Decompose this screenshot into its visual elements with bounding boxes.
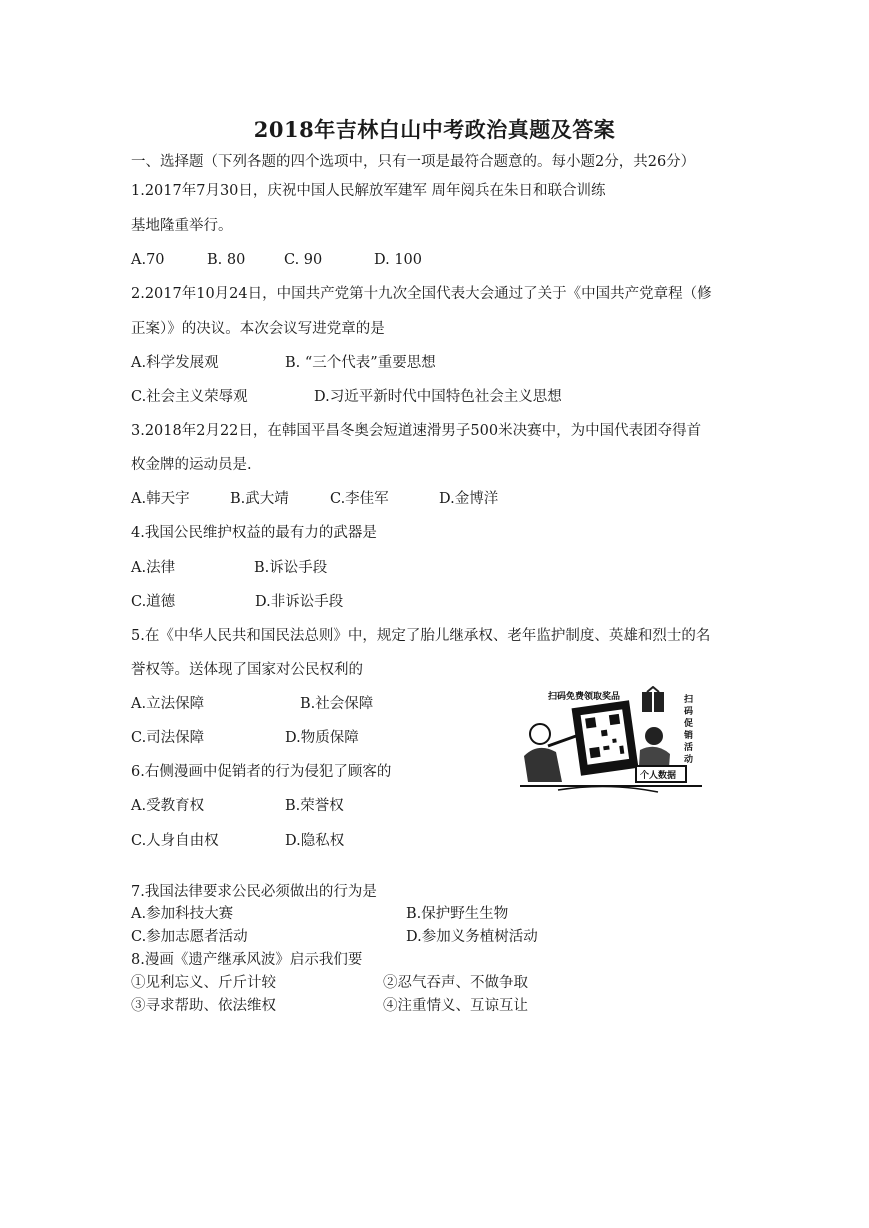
question-5-option-b: B.社会保障	[300, 696, 374, 712]
question-2-stem: 2.2017年10月24日，中国共产党第十九次全国代表大会通过了关于《中国共产党章程（修	[131, 286, 712, 302]
question-1-option-d: D. 100	[374, 252, 423, 268]
question-1-stem: 1.2017年7月30日，庆祝中国人民解放军建军 周年阅兵在朱日和联合训练	[131, 183, 606, 199]
question-4-stem: 4.我国公民维护权益的最有力的武器是	[131, 525, 377, 541]
question-5-stem: 5.在《中华人民共和国民法总则》中，规定了胎儿继承权、老年监护制度、英雄和烈士的名	[131, 628, 711, 644]
question-7-option-c: C.参加志愿者活动	[131, 929, 248, 945]
question-2-option-a: A.科学发展观	[131, 355, 219, 371]
question-4-option-b: B.诉讼手段	[254, 560, 328, 576]
question-1-option-a: A.70	[131, 252, 165, 268]
question-7-option-a: A.参加科技大赛	[131, 906, 234, 922]
question-2-stem-cont: 正案）》的决议。本次会议写进党章的是	[131, 321, 385, 337]
question-7-stem: 7.我国法律要求公民必须做出的行为是	[131, 884, 377, 900]
question-1-option-c: C. 90	[284, 252, 323, 268]
section-heading: 一、选择题（下列各题的四个选项中，只有一项是最符合题意的。每小题2分，共26分）	[131, 154, 696, 170]
question-6-option-a: A.受教育权	[131, 798, 205, 814]
question-2-option-c: C.社会主义荣辱观	[131, 389, 248, 405]
question-1-stem-cont: 基地隆重举行。	[131, 218, 233, 234]
svg-text:动: 动	[684, 754, 694, 764]
cartoon-banner-text: 扫码免费领取奖品	[548, 691, 621, 701]
svg-text:促: 促	[684, 718, 694, 728]
question-5-option-c: C.司法保障	[131, 730, 205, 746]
question-3-stem-cont: 枚金牌的运动员是.	[131, 457, 252, 473]
question-4-option-d: D.非诉讼手段	[255, 594, 344, 610]
question-6-option-c: C.人身自由权	[131, 833, 219, 849]
question-5-option-d: D.物质保障	[285, 730, 359, 746]
question-7-option-b: B.保护野生生物	[406, 906, 509, 922]
question-8-option-3: ③寻求帮助、依法维权	[131, 998, 276, 1014]
question-8-option-4: ④注重情义、互谅互让	[383, 998, 528, 1014]
svg-text:销: 销	[684, 730, 694, 740]
question-6-option-d: D.隐私权	[285, 833, 345, 849]
svg-text:活: 活	[684, 742, 694, 752]
question-6-option-b: B.荣誉权	[285, 798, 344, 814]
question-4-option-a: A.法律	[131, 560, 176, 576]
question-2-option-d: D.习近平新时代中国特色社会主义思想	[314, 389, 562, 405]
question-3-option-c: C.李佳军	[330, 491, 389, 507]
question-5-stem-cont: 誉权等。送体现了国家对公民权利的	[131, 662, 363, 678]
cartoon-drawing	[518, 686, 704, 796]
question-8-stem: 8.漫画《遗产继承风波》启示我们要	[131, 952, 363, 968]
question-3-option-d: D.金博洋	[439, 491, 499, 507]
question-4-option-c: C.道德	[131, 594, 176, 610]
svg-text:码: 码	[684, 706, 694, 716]
question-3-option-a: A.韩天宇	[131, 491, 190, 507]
svg-text:扫: 扫	[684, 694, 694, 704]
question-1-option-b: B. 80	[207, 252, 246, 268]
question-3-stem: 3.2018年2月22日，在韩国平昌冬奥会短道速滑男子500米决赛中，为中国代表团夺得首	[131, 423, 702, 439]
question-6-stem: 6.右侧漫画中促销者的行为侵犯了顾客的	[131, 764, 392, 780]
question-5-option-a: A.立法保障	[131, 696, 205, 712]
cartoon-side-text	[683, 693, 693, 764]
page-title: 2018年吉林白山中考政治真题及答案	[253, 117, 616, 142]
qr-promotion-cartoon	[518, 686, 704, 796]
question-8-option-2: ②忍气吞声、不做争取	[383, 975, 528, 991]
cartoon-data-label: 个人数据	[640, 770, 677, 780]
question-8-option-1: ①见利忘义、斤斤计较	[131, 975, 276, 991]
question-2-option-b: B. “三个代表”重要思想	[285, 355, 436, 371]
question-7-option-d: D.参加义务植树活动	[406, 929, 538, 945]
question-3-option-b: B.武大靖	[230, 491, 289, 507]
